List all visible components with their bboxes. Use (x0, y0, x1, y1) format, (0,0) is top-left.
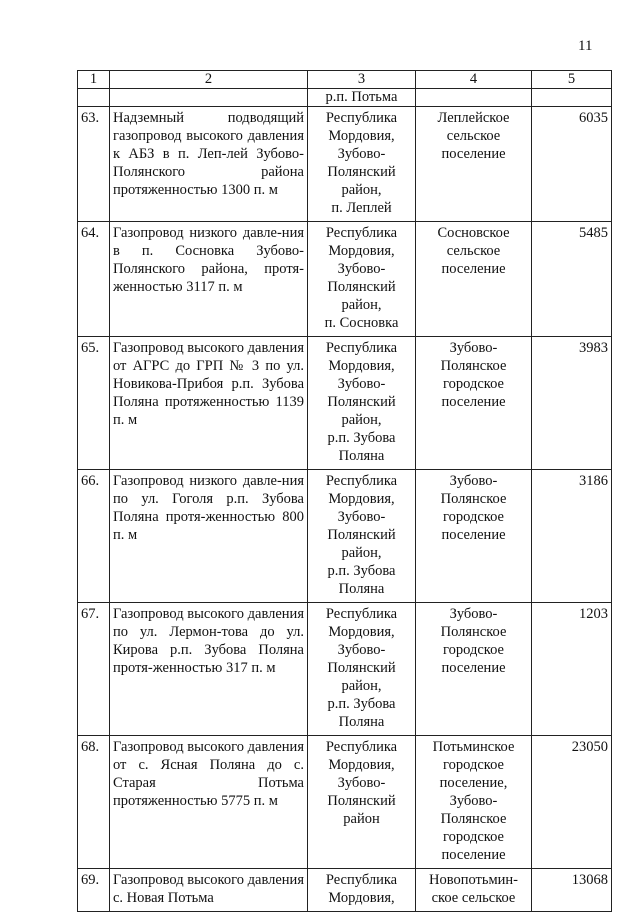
location-line: Мордовия, (328, 243, 395, 259)
location-line: Поляна (338, 714, 385, 730)
location-line: Зубово- (337, 146, 386, 162)
object-value: 13068 (532, 869, 612, 912)
municipality-line: Полянское (440, 491, 507, 507)
object-location (308, 337, 416, 470)
location-line: Республика (325, 473, 398, 489)
municipality-line: Зубово- (449, 340, 498, 356)
location-line: п. Сосновка (324, 315, 399, 331)
row-number: 64. (78, 222, 110, 337)
object-value: 3983 (532, 337, 612, 470)
location-line: Полянский (327, 279, 396, 295)
column-header: 5 (532, 71, 612, 89)
row-number: 67. (78, 603, 110, 736)
municipality-line: Зубово- (449, 793, 498, 809)
location-line: Полянский (327, 527, 396, 543)
location-line: Зубово- (337, 261, 386, 277)
object-name: Газопровод высокого давления от АГРС до ГРП № 3 по ул. Новикова-Прибоя р.п. Зубова Поляна протяженностью 1139 п. м (110, 337, 308, 470)
location-line: Зубово- (337, 376, 386, 392)
municipality (416, 470, 532, 603)
municipality-line: Зубово- (449, 473, 498, 489)
municipality (416, 222, 532, 337)
location-line: район, (341, 412, 382, 428)
object-location (308, 470, 416, 603)
table-row (78, 869, 612, 912)
municipality-line: поселение (441, 146, 506, 162)
location-line: Республика (325, 739, 398, 755)
row-number: 69. (78, 869, 110, 912)
object-location (308, 222, 416, 337)
table-row (78, 603, 612, 736)
municipality-line: Леплейское (437, 110, 510, 126)
municipality-line: Новопотьмин- (428, 872, 518, 888)
municipality-line: Полянское (440, 358, 507, 374)
location-line: Мордовия, (328, 128, 395, 144)
object-name: Газопровод высокого давления по ул. Лермон-това до ул. Кирова р.п. Зубова Поляна протя-женностью 317 п. м (110, 603, 308, 736)
municipality-line: городское (443, 829, 504, 845)
municipality-line: сельское (446, 243, 501, 259)
location-line: Республика (325, 606, 398, 622)
location-line: район, (341, 297, 382, 313)
municipality (416, 869, 532, 912)
municipality-line: городское (443, 509, 504, 525)
location-line: район, (341, 678, 382, 694)
municipality-line: городское (443, 642, 504, 658)
municipality-line: поселение (441, 394, 506, 410)
municipality-line: поселение (441, 527, 506, 543)
location-line: Зубово- (337, 775, 386, 791)
location-line: Зубово- (337, 642, 386, 658)
object-value: 23050 (532, 736, 612, 869)
municipality-line: поселение, (439, 775, 508, 791)
location-line: Мордовия, (328, 624, 395, 640)
object-value: 5485 (532, 222, 612, 337)
location-line: Поляна (338, 581, 385, 597)
location-line: р.п. Зубова (327, 430, 396, 446)
object-value: 1203 (532, 603, 612, 736)
municipality (416, 736, 532, 869)
column-header: 3 (308, 71, 416, 89)
municipality-line: Зубово- (449, 606, 498, 622)
location-line: Полянский (327, 793, 396, 809)
location-line: Республика (325, 340, 398, 356)
municipality-line: Полянское (440, 811, 507, 827)
location-line: Мордовия, (328, 890, 395, 906)
location-line: Республика (325, 225, 398, 241)
column-header: 4 (416, 71, 532, 89)
municipality-line: сельское (446, 128, 501, 144)
object-location (308, 869, 416, 912)
registry-table (77, 70, 612, 912)
municipality-line: поселение (441, 660, 506, 676)
column-header: 2 (110, 71, 308, 89)
location-line: п. Леплей (331, 200, 392, 216)
object-value: 3186 (532, 470, 612, 603)
table-header-row (78, 71, 612, 89)
object-name: Газопровод низкого давле-ния по ул. Гоголя р.п. Зубова Поляна протя-женностью 800 п. м (110, 470, 308, 603)
object-name: Газопровод высокого давления с. Новая Потьма (110, 869, 308, 912)
location-line: район (343, 811, 380, 827)
municipality-line: городское (443, 757, 504, 773)
municipality (416, 107, 532, 222)
object-location (308, 107, 416, 222)
row-number: 63. (78, 107, 110, 222)
location-line: район, (341, 545, 382, 561)
row-number: 68. (78, 736, 110, 869)
location-line: Республика (325, 110, 398, 126)
municipality (416, 337, 532, 470)
location-line: р.п. Зубова (327, 696, 396, 712)
location-line: Зубово- (337, 509, 386, 525)
location-line: Мордовия, (328, 358, 395, 374)
municipality (416, 603, 532, 736)
location-line: Поляна (338, 448, 385, 464)
table-row (78, 107, 612, 222)
table-row (78, 337, 612, 470)
municipality-line: поселение (441, 847, 506, 863)
municipality-line: Потьминское (432, 739, 515, 755)
municipality-line: Сосновское (437, 225, 510, 241)
page-number: 11 (578, 38, 593, 54)
row-number: 66. (78, 470, 110, 603)
table-row (78, 222, 612, 337)
continuation-row (78, 89, 612, 107)
municipality-line: городское (443, 376, 504, 392)
municipality-line: поселение (441, 261, 506, 277)
location-line: Полянский (327, 394, 396, 410)
object-location (308, 603, 416, 736)
location-line: Мордовия, (328, 757, 395, 773)
object-name: Газопровод низкого давле-ния в п. Сосновка Зубово-Полянского района, протя-женностью 3117 п. м (110, 222, 308, 337)
object-name: Газопровод высокого давления от с. Ясная Поляна до с. Старая Потьма протяженностью 5775 п. м (110, 736, 308, 869)
municipality-line: Полянское (440, 624, 507, 640)
column-header: 1 (78, 71, 110, 89)
object-name: Надземный подводящий газопровод высокого давления к АБЗ в п. Леп-лей Зубово-Полянского района протяженностью 1300 п. м (110, 107, 308, 222)
object-location (308, 736, 416, 869)
location-line: Мордовия, (328, 491, 395, 507)
location-line: Республика (325, 872, 398, 888)
row-number: 65. (78, 337, 110, 470)
location-line: р.п. Зубова (327, 563, 396, 579)
location-line: Полянский (327, 660, 396, 676)
object-value: 6035 (532, 107, 612, 222)
municipality-line: ское сельское (431, 890, 516, 906)
continuation-location: р.п. Потьма (308, 89, 416, 107)
table-row (78, 736, 612, 869)
location-line: Полянский (327, 164, 396, 180)
location-line: район, (341, 182, 382, 198)
table-row (78, 470, 612, 603)
